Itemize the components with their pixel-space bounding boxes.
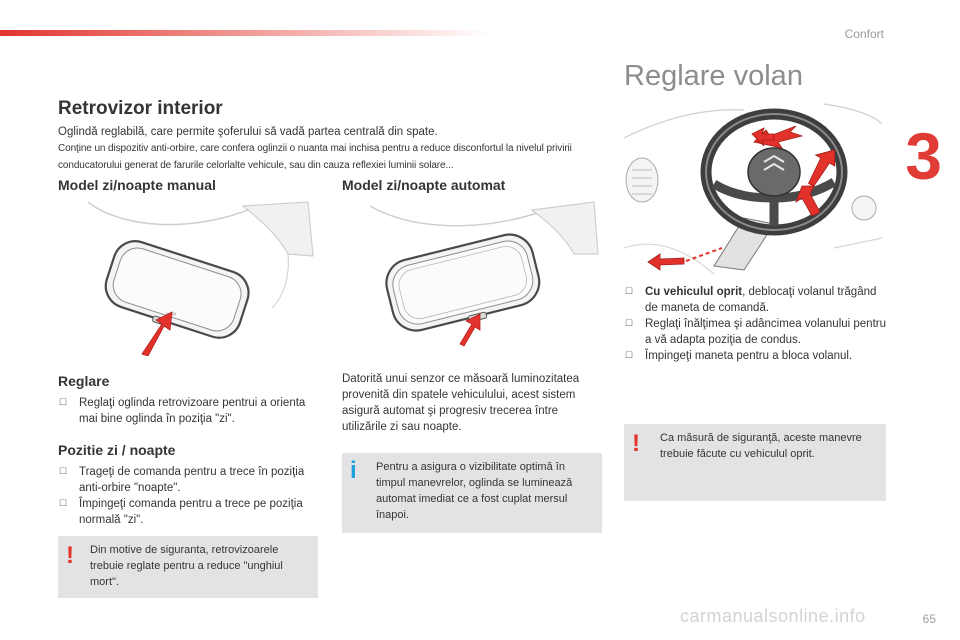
intro-line-2: Conţine un dispozitiv anti-orbire, care confera oglinzii o nuanta mai inchisa pentru a reduce disconfortul la nivelul privirii conducatorului generat de farurile celorlalte vehicule, sau din cauza reflexiei luminii solare... (58, 143, 572, 171)
lever-dashes (686, 248, 722, 261)
reglare-title: Reglare (58, 373, 110, 389)
auto-mirror-illustration (342, 196, 604, 356)
auto-model-title: Model zi/noapte automat (342, 177, 506, 193)
page-title: Retrovizor interior (58, 98, 223, 119)
list-item: ☐ Trageţi de comanda pentru a trece în poziţia anti-orbire "noapte". (59, 466, 305, 494)
reglare-list (58, 395, 318, 427)
exclamation-icon: ! (632, 430, 640, 457)
steering-list (624, 284, 886, 364)
intro-text (58, 125, 598, 174)
steering-wheel-illustration (624, 98, 884, 276)
list-item: ☐ Reglaţi înălţimea şi adâncimea volanului pentru a vă adapta poziţia de condus. (625, 318, 887, 346)
mirror-warning-note: ! Din motive de siguranta, retrovizoarele trebuie reglate pentru a reduce "unghiul mort". (58, 536, 318, 598)
steering-warning-note: ! Ca măsură de siguranţă, aceste manevre trebuie făcute cu vehiculul oprit. (624, 424, 886, 501)
header-accent-bar (0, 30, 490, 36)
page-number: 65 (922, 612, 936, 626)
list-item: ☐ Împingeţi comanda pentru a trece pe poziţia normală "zi". (59, 498, 303, 526)
ballot-box-icon: ☐ (59, 397, 68, 407)
info-icon: i (350, 457, 357, 484)
steering-title: Reglare volan (624, 60, 803, 92)
ballot-box-icon: ☐ (625, 286, 634, 296)
ballot-box-icon: ☐ (59, 498, 68, 508)
ballot-box-icon: ☐ (625, 318, 634, 328)
pozitie-list (58, 464, 318, 528)
manual-mirror-illustration (58, 196, 320, 356)
pozitie-title: Pozitie zi / noapte (58, 442, 176, 458)
list-item: ☐ Împingeţi maneta pentru a bloca volanul. (625, 350, 853, 362)
auto-description: Datorită unui senzor ce măsoară luminozitatea provenită din spatele vehiculului, acest sistem asigură automat şi progresiv trecerea între utilizările zi sau noapte. (342, 373, 580, 433)
list-item: ☐ Reglaţi oglinda retrovizoare pentrui a orienta mai bine oglinda în poziţia "zi". (59, 397, 306, 425)
exclamation-icon: ! (66, 542, 74, 569)
section-name: Confort (844, 27, 884, 41)
ballot-box-icon: ☐ (59, 466, 68, 476)
lever-arrow-icon (648, 254, 684, 270)
chapter-number: 3 (905, 119, 942, 193)
auto-info-note: i Pentru a asigura o vizibilitate optimă în timpul manevrelor, oglinda se luminează automat imediat ce a fost cuplat mersul înapoi. (342, 453, 602, 533)
list-item: ☐ Cu vehiculul oprit, deblocaţi volanul trăgând de maneta de comandă. (625, 286, 877, 314)
manual-model-title: Model zi/noapte manual (58, 177, 216, 193)
intro-line-1: Oglindă reglabilă, care permite şoferului să vadă partea centrală din spate. (58, 126, 438, 138)
ballot-box-icon: ☐ (625, 350, 634, 360)
watermark: carmanualsonline.info (680, 606, 866, 626)
